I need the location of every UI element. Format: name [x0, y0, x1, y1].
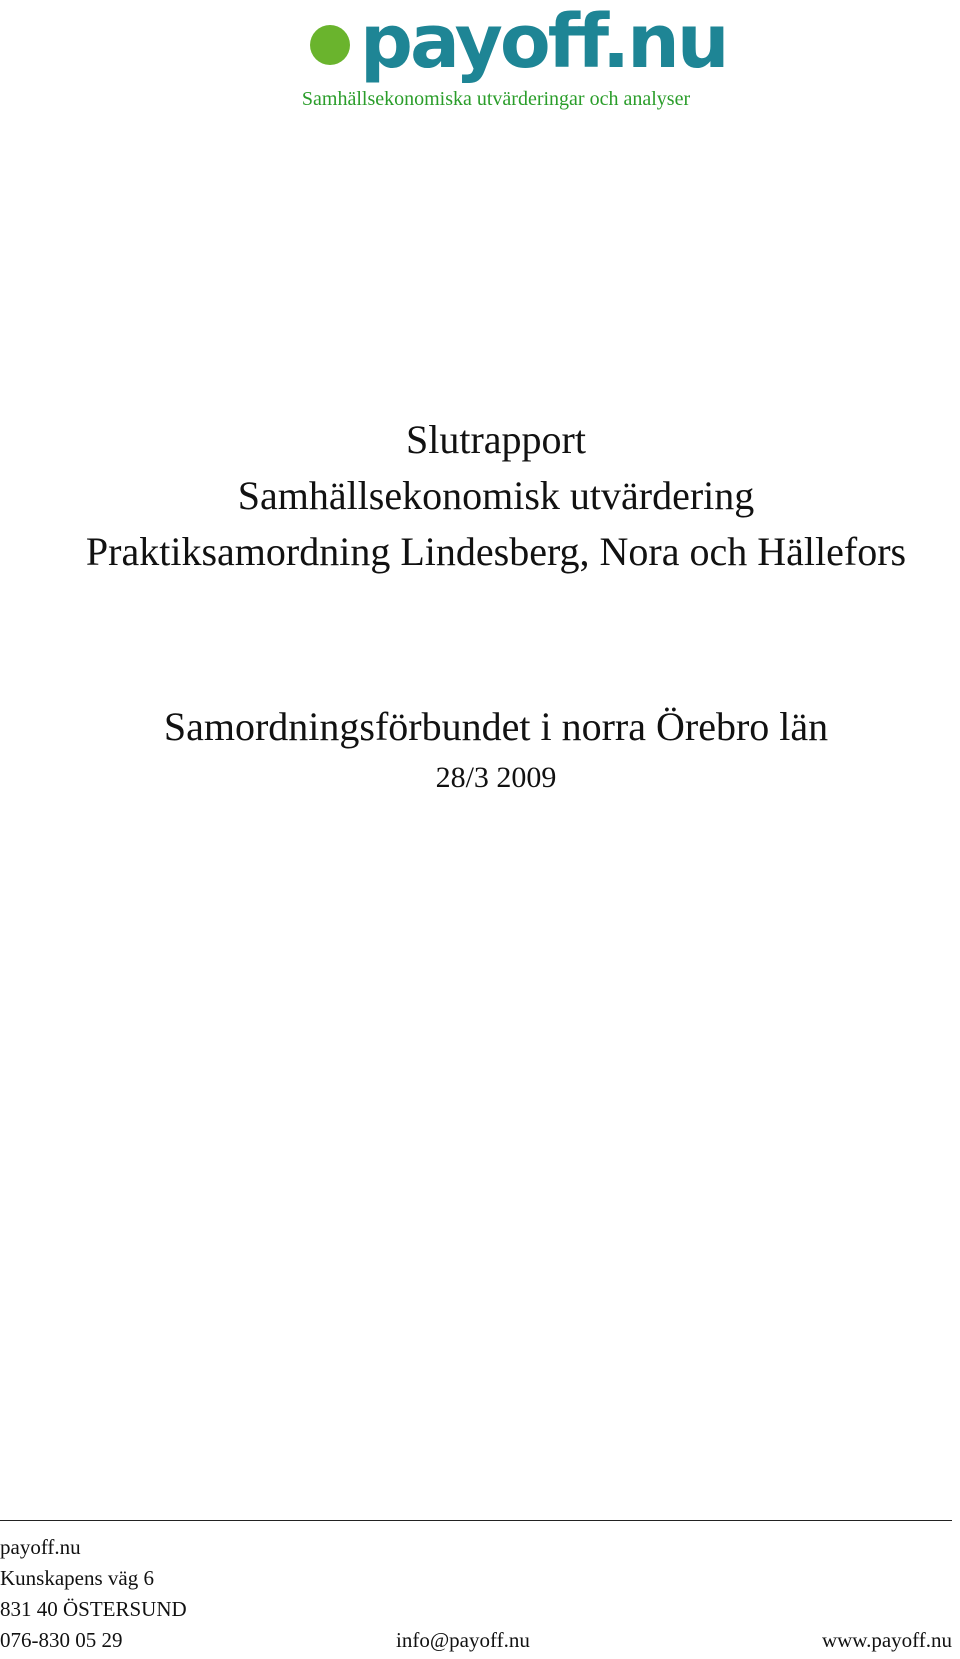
footer-contact-row — [0, 1625, 952, 1656]
report-date: 28/3 2009 — [435, 761, 557, 794]
title-line-2: Samhällsekonomisk utvärdering — [237, 473, 755, 518]
footer-divider — [0, 1520, 952, 1521]
footer-street-row — [0, 1563, 952, 1594]
report-title — [0, 412, 960, 580]
footer-street: Kunskapens väg 6 — [0, 1566, 154, 1590]
footer-postal: 831 40 ÖSTERSUND — [0, 1597, 187, 1621]
footer-company-row — [0, 1532, 952, 1563]
organization-name: Samordningsförbundet i norra Örebro län — [163, 704, 829, 749]
tagline: Samhällsekonomiska utvärderingar och analyser — [301, 88, 691, 110]
title-line-1: Slutrapport — [406, 417, 586, 462]
title-line-3: Praktiksamordning Lindesberg, Nora och Hällefors — [85, 529, 907, 574]
footer-email-link[interactable]: info@payoff.nu — [396, 1628, 530, 1652]
footer — [0, 1532, 952, 1656]
footer-phone: 076-830 05 29 — [0, 1628, 123, 1652]
company-logo — [310, 0, 727, 85]
logo-dot-icon — [310, 25, 350, 65]
logo-text: payoff.nu — [360, 0, 727, 85]
footer-website-link[interactable]: www.payoff.nu — [821, 1628, 952, 1652]
footer-postal-row — [0, 1594, 952, 1625]
footer-company: payoff.nu — [0, 1535, 81, 1559]
